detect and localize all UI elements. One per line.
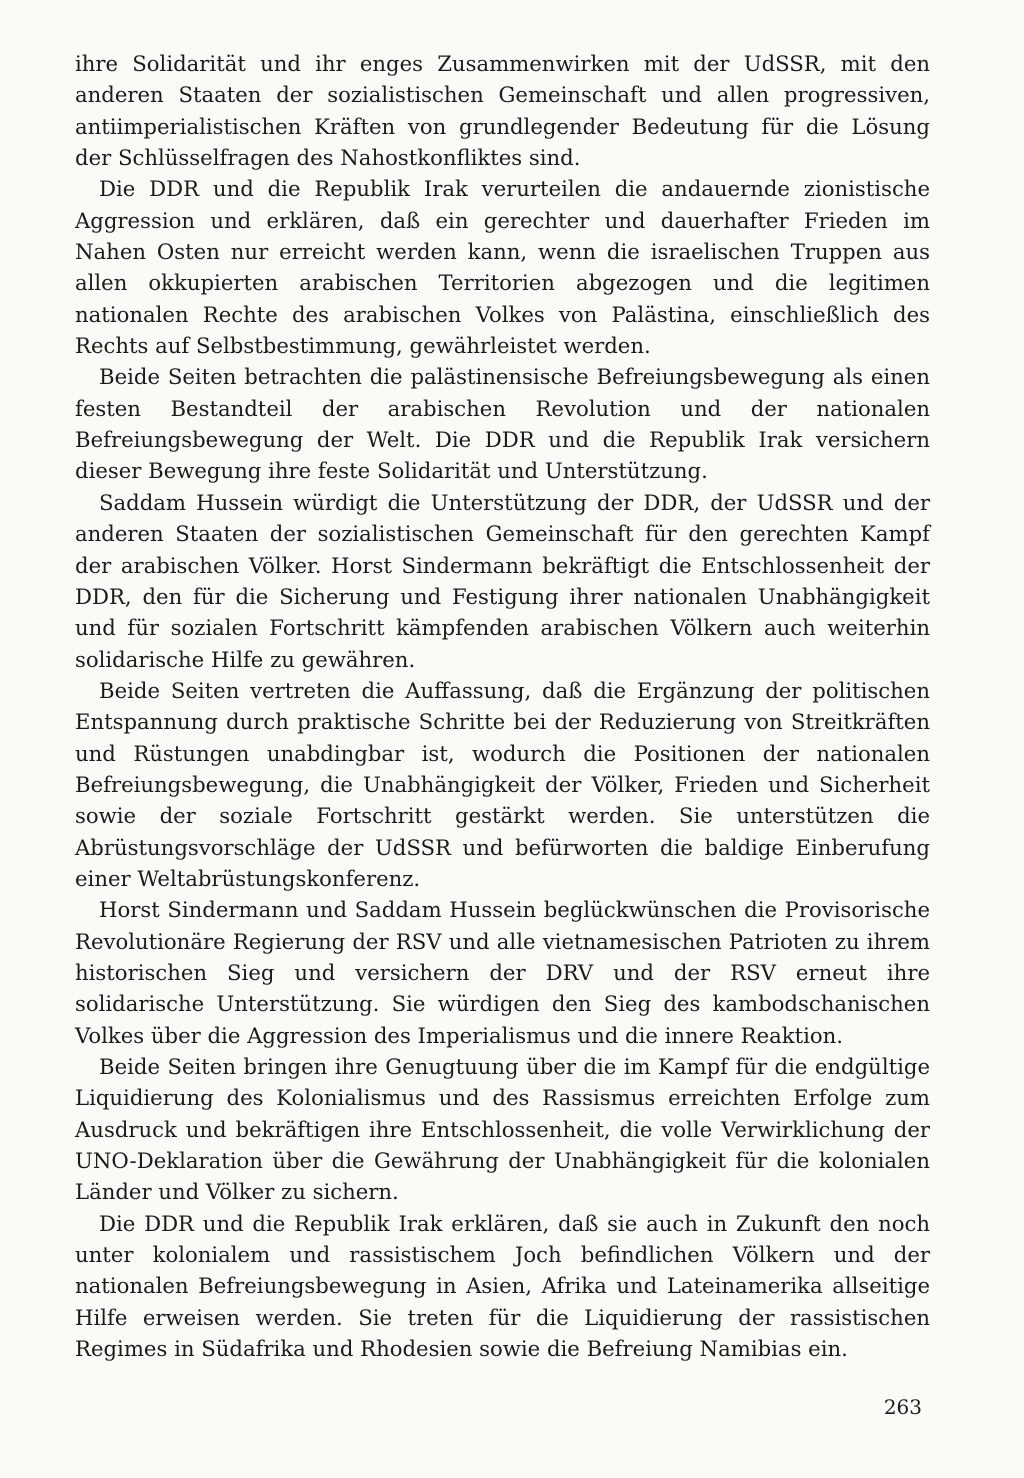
paragraph-detente-disarmament: Beide Seiten vertreten die Auffassung, daß die Ergänzung der politischen Entspannung durch praktische Schritte bei der Reduzierung von Streitkräften und Rüstungen unabdingbar ist, wodurch die Positionen der nationalen Befreiungsbewegung, die Unabhängigkeit der Völker, Frieden und Sicherheit sowie der soziale Fortschritt gestärkt werden. Sie unterstützen die Abrüstungsvorschläge der UdSSR und befürworten die baldige Einberufung einer Weltabrüstungskonferenz. bbox=[75, 677, 930, 891]
paragraph-liberation-support: Die DDR und die Republik Irak erklären, daß sie auch in Zukunft den noch unter kolonialem und rassistischem Joch befindlichen Völkern und der nationalen Befreiungsbewegung in Asien, Afrika und Lateinamerika allseitige Hilfe erweisen werden. Sie treten für die Liquidierung der rassistischen Regimes in Südafrika und Rhodesien sowie die Befreiung Namibias ein. bbox=[75, 1210, 930, 1362]
paragraph-support-arab-peoples: Saddam Hussein würdigt die Unterstützung der DDR, der UdSSR und der anderen Staaten der sozialistischen Gemeinschaft für den gerechten Kampf der arabischen Völker. Horst Sindermann bekräftigt die Entschlossenheit der DDR, den für die Sicherung und Festigung ihrer nationalen Unabhängigkeit und für sozialen Fortschritt kämpfenden arabischen Völkern auch weiterhin solidarische Hilfe zu gewähren. bbox=[75, 489, 930, 672]
paragraph-vietnam-cambodia: Horst Sindermann und Saddam Hussein beglückwünschen die Provisorische Revolutionäre Regierung der RSV und alle vietnamesischen Patrioten zu ihrem historischen Sieg und versichern der DRV und der RSV erneut ihre solidarische Unterstützung. Sie würdigen den Sieg des kambodschanischen Volkes über die Aggression des Imperialismus und die innere Reaktion. bbox=[75, 897, 930, 1048]
paragraph-palestinian-movement: Beide Seiten betrachten die palästinensische Befreiungsbewegung als einen festen Bestandteil der arabischen Revolution und der nationalen Befreiungsbewegung der Welt. Die DDR und die Republik Irak versichern dieser Bewegung ihre feste Solidarität und Unterstützung. bbox=[75, 364, 930, 484]
document-page bbox=[75, 48, 930, 1364]
page-number: 263 bbox=[883, 1395, 922, 1419]
paragraph-decolonization: Beide Seiten bringen ihre Genugtuung über die im Kampf für die endgültige Liquidierung des Kolonialismus und des Rassismus erreichten Erfolge zum Ausdruck und bekräftigen ihre Entschlossenheit, die volle Verwirklichung der UNO-Deklaration über die Gewährung der Unabhängigkeit für die kolonialen Länder und Völker zu sichern. bbox=[75, 1054, 930, 1205]
paragraph-middle-east-aggression: Die DDR und die Republik Irak verurteilen die andauernde zionistische Aggression und erklären, daß ein gerechter und dauerhafter Frieden im Nahen Osten nur erreicht werden kann, wenn die israelischen Truppen aus allen okkupierten arabischen Territorien abgezogen und die legitimen nationalen Rechte des arabischen Volkes von Palästina, einschließlich des Rechts auf Selbstbestimmung, gewährleistet werden. bbox=[75, 176, 930, 359]
paragraph-continuation: ihre Solidarität und ihr enges Zusammenwirken mit der UdSSR, mit den anderen Staaten der sozialistischen Gemeinschaft und allen progressiven, antiimperialistischen Kräften von grundlegender Bedeutung für die Lösung der Schlüsselfragen des Nahostkonfliktes sind. bbox=[75, 51, 930, 171]
